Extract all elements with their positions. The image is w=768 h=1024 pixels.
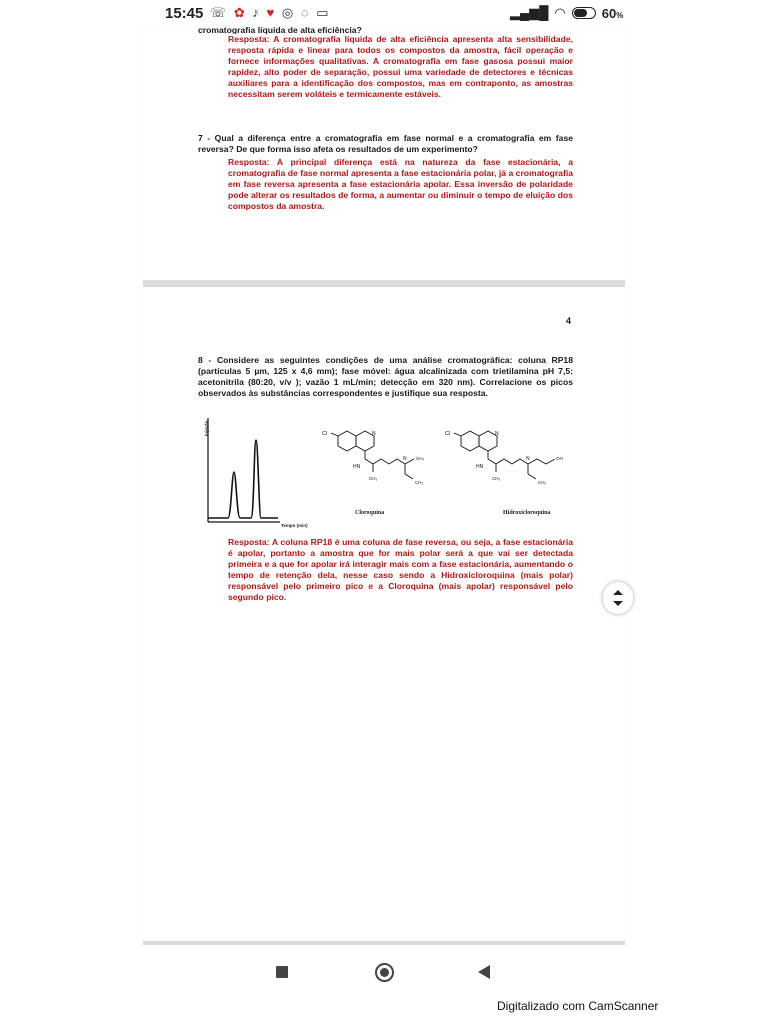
navigation-bar — [143, 945, 625, 998]
battery-level: 60 — [601, 5, 617, 21]
hydroxychloroquine-structure — [443, 428, 573, 490]
fast-scroll-button[interactable] — [603, 582, 633, 614]
chloroquine-atom-hn: HN — [353, 464, 361, 470]
scroll-up-icon[interactable] — [613, 590, 623, 595]
scroll-down-icon[interactable] — [613, 601, 623, 606]
chloroquine-atom-n-amine: N — [403, 456, 407, 462]
hydroxychloroquine-group-ch3-b: CH₃ — [538, 480, 547, 485]
chloroquine-atom-cl: Cl — [322, 431, 328, 437]
heart-icon: ♥ — [266, 5, 277, 20]
chloroquine-atom-n-ring: N — [372, 431, 376, 437]
back-button[interactable] — [478, 965, 490, 979]
home-button[interactable] — [375, 963, 394, 982]
camscanner-watermark: Digitalizado com CamScanner — [497, 999, 659, 1013]
screen-icon: ▭ — [316, 5, 331, 20]
status-bar — [0, 0, 768, 28]
wifi-icon: ◠ — [554, 5, 566, 20]
answer-6: Resposta: A cromatografia líquida de alta eficiência apresenta alta sensibilidade, resposta rápida e linear para todos os compostos da amostra, fácil operação e fornece informações qualitativas. A cromatografia em fase gasosa possui maior rapidez, alto poder de separação, possui uma variedade de detectores e técnicas auxiliares para a identificação dos compostos, mas em contraponto, as amostras necessitam serem voláteis e termicamente estáveis. — [228, 34, 573, 99]
answer-8: Resposta: A coluna RP18 é uma coluna de fase reversa, ou seja, a fase estacionária é apolar, portanto a amostra que for mais polar será a que vai ser detectada primeira e a que for apolar irá interagir mais com a fase estacionária, aumentando o tempo de retenção dela, nesse caso sendo a Hidroxicloroquina (mais polar) responsável pelo primeiro pico e a Cloroquina (mais apolar) responsável pelo segundo pico. — [228, 537, 573, 602]
answer-7: Resposta: A principal diferença está na natureza da fase estacionária, a cromatografia de fase normal apresenta a fase estacionária polar, já a cromatografia em fase reversa apresenta a fase estacionária apolar. Essa inversão de polaridade pode alterar os resultados de forma, a aumentar ou diminuir o tempo de eluição dos compostos da amostra. — [228, 157, 573, 211]
hydroxychloroquine-label: Hidroxicloroquina — [503, 510, 551, 516]
hydroxychloroquine-atom-n-ring: N — [495, 431, 499, 437]
tiktok-icon: ♪ — [252, 5, 261, 20]
hydroxychloroquine-group-ch3-a: CH₃ — [492, 476, 501, 481]
app-notification-icon: ✿ — [233, 5, 247, 20]
chromatogram — [198, 410, 328, 535]
recent-apps-button[interactable] — [276, 966, 288, 978]
status-time: 15:45 — [165, 5, 204, 22]
chloroquine-structure — [320, 428, 440, 490]
hydroxychloroquine-group-oh: OH — [556, 456, 563, 461]
chloroquine-group-ch3-a: CH₃ — [369, 476, 378, 481]
hydroxychloroquine-atom-cl: Cl — [445, 431, 451, 437]
instagram-icon: ◎ — [281, 5, 296, 20]
hydroxychloroquine-atom-hn: HN — [476, 464, 484, 470]
signal-icon: ▂▄▆█ — [510, 5, 549, 20]
battery-icon — [572, 7, 596, 19]
chromatogram-trace — [208, 440, 278, 518]
page-separator — [143, 280, 625, 287]
battery-unit: % — [616, 10, 624, 20]
chloroquine-group-ch3-c: CH₃ — [415, 480, 424, 485]
chromatogram-x-label: Tempo (min) — [281, 523, 308, 528]
question-7: 7 - Qual a diferença entre a cromatografia em fase normal e a cromatografia em fase reversa? De que forma isso afeta os resultados de um experimento? — [198, 133, 573, 154]
question-8: 8 - Considere as seguintes condições de uma análise cromatográfica: coluna RP18 (partículas 5 µm, 125 x 4,6 mm); fase móvel: água alcalinizada com trietilamina pH 7,5: acetonitrila (80:20, v/v ); vazão 1 mL/min; detecção em 320 nm). Correlacione os picos observados às substâncias correspondentes e justifique sua resposta. — [198, 355, 573, 398]
chromatogram-y-label: Injeção — [204, 420, 209, 436]
status-right — [510, 5, 623, 21]
question-6-tail: cromatografia líquida de alta eficiência? — [198, 25, 362, 34]
whatsapp-icon: ◌ — [300, 5, 311, 20]
chloroquine-label: Cloroquina — [355, 510, 385, 516]
hydroxychloroquine-atom-n-amine: N — [526, 456, 530, 462]
home-icon — [380, 968, 389, 977]
page-number: 4 — [566, 316, 572, 326]
chloroquine-group-ch3-b: CH₃ — [416, 456, 425, 461]
missed-call-icon: ☏ — [210, 5, 229, 20]
notification-icons — [210, 5, 331, 21]
